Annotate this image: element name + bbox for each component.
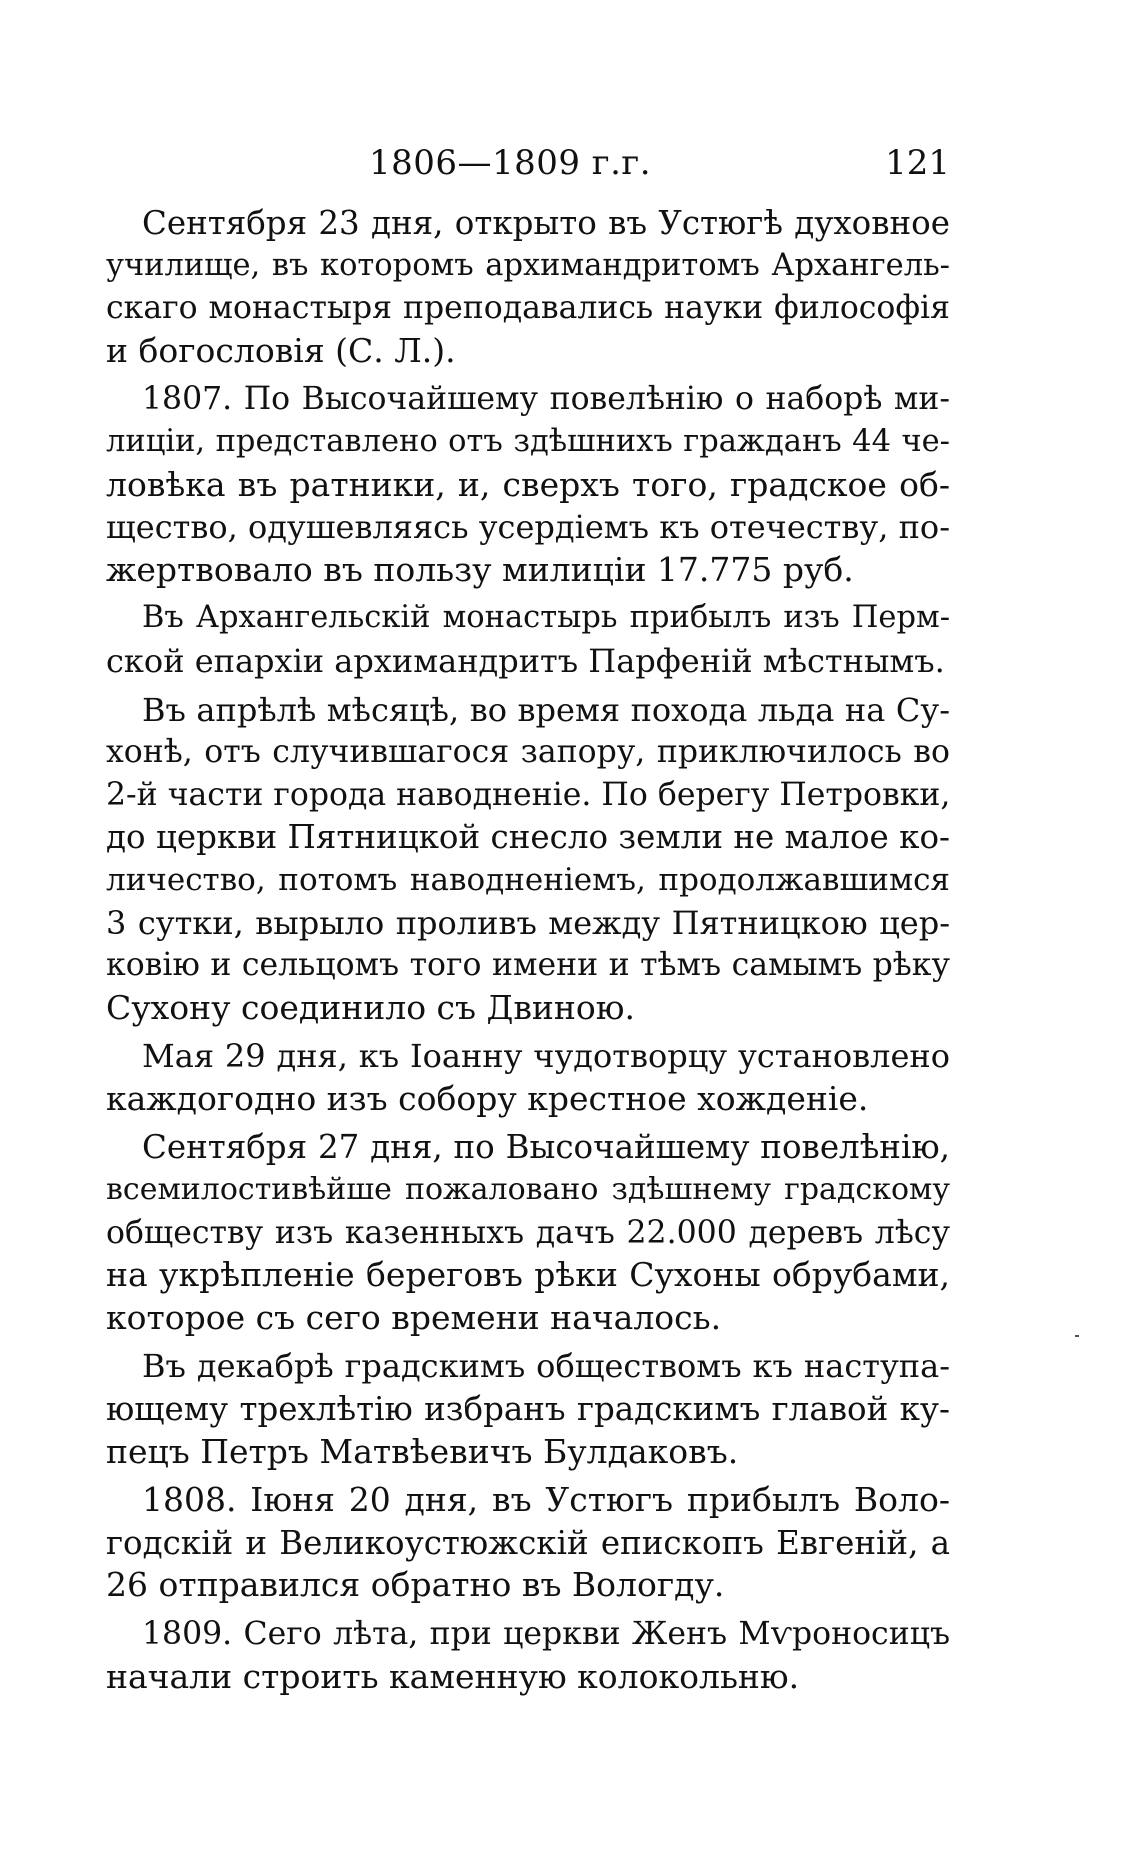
text-line: начали строить каменную колокольню.: [106, 1656, 800, 1696]
paragraph: [70, 1479, 950, 1607]
text-line: 1807. По Высочайшему повелѣнію о наборѣ ми-: [142, 381, 950, 418]
text-line: Сентября 23 дня, открыто въ Устюгѣ духовное: [142, 204, 950, 242]
text-line: Сентября 27 дня, по Высочайшему повелѣнію,: [142, 1128, 950, 1167]
page-number: 121: [885, 143, 950, 183]
text-line: лиціи, представлено отъ здѣшнихъ гражданъ 44 че-: [106, 423, 950, 459]
text-line: Сухону соединило съ Двиною.: [106, 987, 635, 1027]
text-line: ской епархіи архимандритъ Парфеній мѣстнымъ.: [106, 641, 945, 680]
running-header: [70, 138, 950, 188]
text-line: обществу изъ казенныхъ дачъ 22.000 деревъ лѣсу: [106, 1214, 950, 1251]
text-line: на укрѣпленіе береговъ рѣки Сухоны обрубами,: [106, 1255, 950, 1295]
text-line: 1809. Сего лѣта, при церкви Женъ Мѵроносицъ: [142, 1616, 950, 1652]
running-title: 1806—1809 г.г.: [368, 143, 652, 183]
paragraph: [70, 1345, 950, 1473]
text-line: пецъ Петръ Матвѣевичъ Булдаковъ.: [106, 1431, 739, 1471]
text-line: 26 отправился обратно въ Вологду.: [106, 1565, 725, 1605]
text-line: ковію и сельцомъ того имени и тѣмъ самымъ рѣку: [106, 947, 950, 984]
text-line: Въ декабрѣ градскимъ обществомъ къ наступа-: [142, 1347, 950, 1386]
text-line: которое съ сего времени началось.: [106, 1297, 722, 1337]
text-line: Въ Архангельскій монастырь прибылъ изъ Перм-: [142, 600, 950, 636]
text-line: щество, одушевляясь усердіемъ къ отечеству, по-: [106, 508, 950, 547]
text-line: всемилостивѣйше пожаловано здѣшнему градскому: [106, 1172, 950, 1208]
text-line: ющему трехлѣтію избранъ градскимъ главой ку-: [106, 1390, 950, 1429]
text-line: Мая 29 дня, къ Іоанну чудотворцу установлено: [142, 1037, 950, 1076]
paragraph: [70, 378, 950, 591]
paragraph: [70, 1613, 950, 1698]
text-line: до церкви Пятницкой снесло земли не малое ко-: [106, 818, 950, 857]
text-line: личество, потомъ наводненіемъ, продолжавшимся: [106, 861, 950, 898]
paragraph: [70, 597, 950, 682]
paragraph: [70, 1035, 950, 1120]
text-line: и богословія (С. Л.).: [106, 330, 456, 370]
text-line: училище, въ которомъ архимандритомъ Архангель-: [106, 247, 950, 283]
text-line: скаго монастыря преподавались науки философія: [106, 290, 950, 327]
scan-speck: [1075, 1335, 1079, 1337]
text-line: 3 сутки, вырыло проливъ между Пятницкою цер-: [106, 903, 950, 942]
text-line: каждогодно изъ собору крестное хожденіе.: [106, 1078, 869, 1118]
text-line: годскій и Великоустюжскій епископъ Евгеній, а: [106, 1523, 950, 1562]
text-line: жертвовало въ пользу милиціи 17.775 руб.: [106, 549, 854, 589]
paragraph: [70, 1126, 950, 1339]
text-line: 1808. Іюня 20 дня, въ Устюгъ прибылъ Воло-: [142, 1480, 950, 1520]
text-line: 2-й части города наводненіе. По берегу Петровки,: [106, 776, 951, 813]
paragraph: [70, 202, 950, 372]
text-line: хонѣ, отъ случившагося запору, приключилось во: [106, 734, 950, 771]
text-line: ловѣка въ ратники, и, сверхъ того, градское об-: [106, 464, 950, 504]
paragraph: [70, 689, 950, 1030]
body-text: [70, 202, 950, 1704]
text-line: Въ апрѣлѣ мѣсяцѣ, во время похода льда на Су-: [142, 690, 950, 729]
